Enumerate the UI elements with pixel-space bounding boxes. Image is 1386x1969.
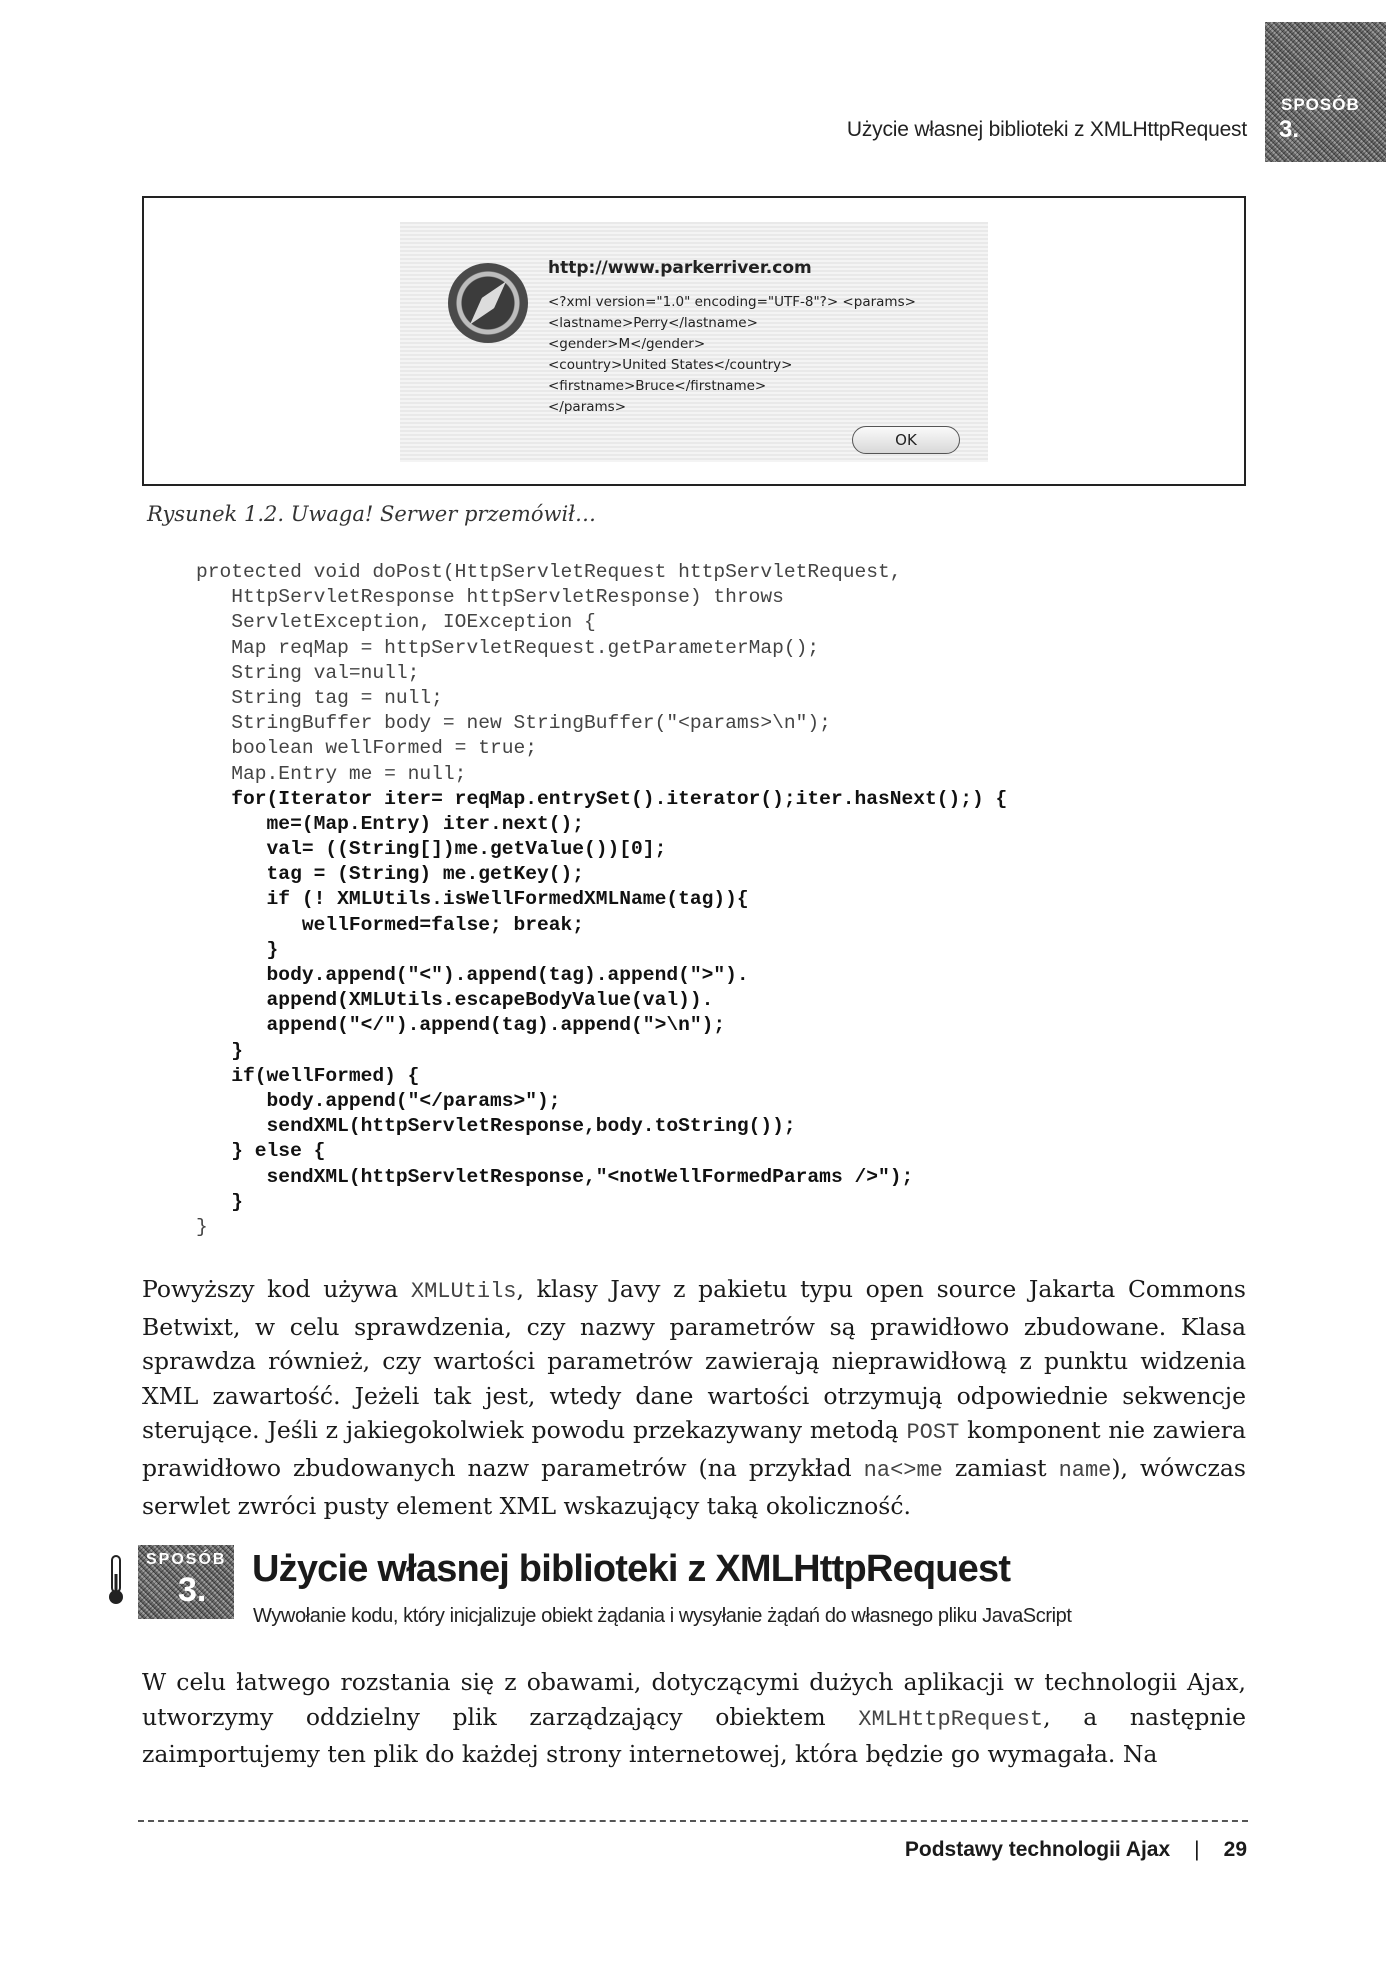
code-line: body.append("</params>"); — [196, 1089, 561, 1112]
dialog-xml-line: <firstname>Bruce</firstname> — [548, 378, 767, 394]
code-line: String tag = null; — [196, 686, 443, 709]
code-line: } — [196, 1190, 244, 1213]
code-line: ServletException, IOException { — [196, 611, 596, 634]
section-title: Użycie własnej biblioteki z XMLHttpRequest — [252, 1548, 1011, 1590]
thermometer-icon — [107, 1554, 125, 1606]
hack-badge-number: 3. — [178, 1571, 207, 1609]
code-line: } — [196, 1039, 244, 1062]
page-footer — [905, 1838, 1247, 1862]
code-line: append("</").append(tag).append(">\n"); — [196, 1014, 726, 1037]
code-line: StringBuffer body = new StringBuffer("<params>\n"); — [196, 712, 831, 735]
dialog-xml-line: <lastname>Perry</lastname> — [548, 315, 758, 331]
inline-code: POST — [906, 1420, 960, 1446]
dialog-xml-line: <country>United States</country> — [548, 357, 793, 373]
footer-separator: | — [1194, 1838, 1200, 1861]
code-line: append(XMLUtils.escapeBodyValue(val)). — [196, 989, 714, 1012]
code-line: } else { — [196, 1140, 326, 1163]
dialog-xml-line: <gender>M</gender> — [548, 336, 706, 352]
code-line: me=(Map.Entry) iter.next(); — [196, 812, 585, 835]
dialog-url: http://www.parkerriver.com — [548, 258, 812, 278]
code-line: val= ((String[])me.getValue())[0]; — [196, 838, 667, 861]
dialog-xml-line: <?xml version="1.0" encoding="UTF-8"?> <params> — [548, 294, 916, 310]
code-line: } — [196, 1215, 208, 1238]
dialog-xml-line: </params> — [548, 399, 627, 415]
footer-rule — [138, 1820, 1248, 1822]
inline-code: name — [1058, 1457, 1112, 1483]
inline-code: na<>me — [863, 1457, 943, 1483]
ok-button[interactable]: OK — [852, 426, 960, 454]
text-run: ), wówczas serwlet zwróci pusty element XML wskazujący taką okoliczność. — [142, 1453, 1246, 1520]
code-line: Map reqMap = httpServletRequest.getParameterMap(); — [196, 636, 820, 659]
code-line: } — [196, 938, 279, 961]
code-line: if(wellFormed) { — [196, 1064, 420, 1087]
section-subtitle: Wywołanie kodu, który inicjalizuje obiekt żądania i wysyłanie żądań do własnego pliku JavaScript — [253, 1605, 1072, 1627]
tab-label: SPOSÓB — [1281, 95, 1360, 114]
footer-book-title: Podstawy technologii Ajax — [904, 1838, 1171, 1861]
text-run: , a następnie zaimportujemy ten plik do każdej strony internetowej, która będzie go wymagała. Na — [142, 1702, 1246, 1769]
code-listing — [196, 560, 1007, 1240]
text-run: W celu łatwego rozstania się z obawami, dotyczącymi dużych aplikacji w technologii Ajax, utworzymy oddzielny plik zarządzający obiektem — [142, 1668, 1246, 1731]
inline-code: XMLHttpRequest — [858, 1706, 1044, 1732]
text-run: komponent nie zawiera prawidłowo zbudowanych nazw parametrów (na przykład — [142, 1416, 1246, 1482]
text-run: Powyższy kod używa — [142, 1275, 411, 1303]
text-run: , klasy Javy z pakietu typu open source Jakarta Commons Betwixt, w celu sprawdzenia, czy nazwy parametrów są prawidłowo zbudowane. Klasa sprawdza również, czy wartości parametrów zawierają nieprawidłową z punktu widzenia XML zawartość. Jeżeli tak jest, wtedy dane wartości otrzymują odpowiednie sekwencje sterujące. Jeśli z jakiegokolwiek powodu przekazywany metodą — [142, 1275, 1246, 1445]
code-line: wellFormed=false; break; — [196, 913, 585, 936]
code-line: sendXML(httpServletResponse,"<notWellFormedParams />"); — [196, 1165, 914, 1188]
figure-caption: Rysunek 1.2. Uwaga! Serwer przemówił… — [147, 502, 596, 526]
code-line: tag = (String) me.getKey(); — [196, 863, 585, 886]
code-line: Map.Entry me = null; — [196, 762, 467, 785]
text-run: zamiast — [942, 1453, 1059, 1482]
code-line: boolean wellFormed = true; — [196, 737, 537, 760]
code-line: String val=null; — [196, 661, 420, 684]
body-paragraph — [142, 1665, 1246, 1772]
code-line: sendXML(httpServletResponse,body.toString()); — [196, 1115, 796, 1138]
inline-code: XMLUtils — [410, 1279, 517, 1304]
body-paragraph — [142, 1272, 1246, 1523]
hack-badge-label: SPOSÓB — [146, 1551, 227, 1568]
code-line: body.append("<").append(tag).append(">"). — [196, 964, 749, 986]
page-number: 29 — [1223, 1838, 1247, 1861]
chapter-tab-badge — [1265, 22, 1386, 162]
running-header-title: Użycie własnej biblioteki z XMLHttpRequest — [846, 118, 1247, 141]
hack-badge — [138, 1545, 234, 1619]
code-line: HttpServletResponse httpServletResponse) throws — [196, 586, 784, 609]
code-line: for(Iterator iter= reqMap.entrySet().iterator();iter.hasNext();) { — [196, 787, 1008, 810]
code-line: protected void doPost(HttpServletRequest httpServletRequest, — [196, 561, 902, 583]
code-line: if (! XMLUtils.isWellFormedXMLName(tag)){ — [196, 888, 749, 911]
tab-number: 3. — [1279, 116, 1300, 143]
